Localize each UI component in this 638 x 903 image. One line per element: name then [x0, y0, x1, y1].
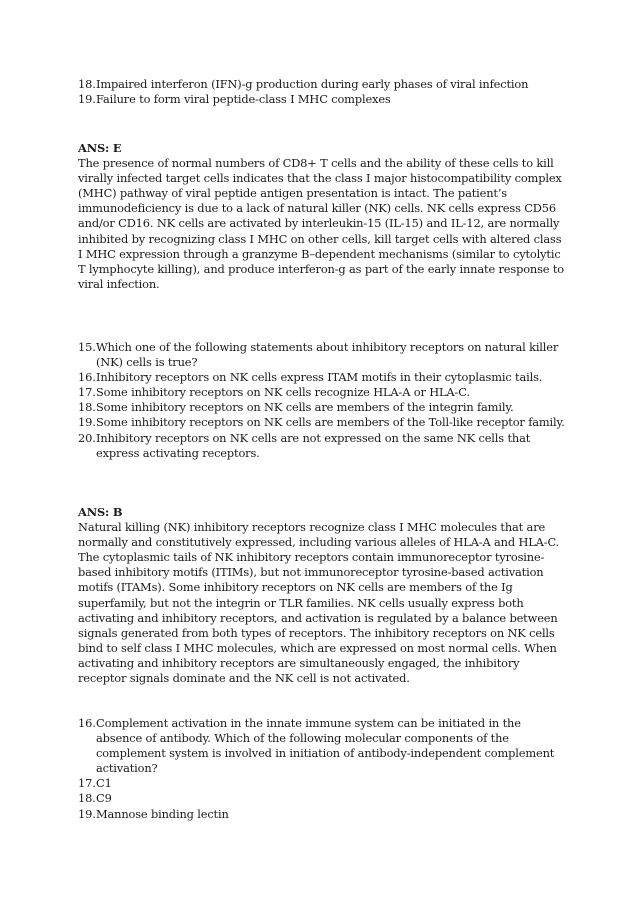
question-section-3 — [78, 716, 568, 822]
option-item — [78, 415, 568, 430]
option-text: Failure to form viral peptide-class I MHC complexes — [96, 92, 391, 107]
option-text: Inhibitory receptors on NK cells are not expressed on the same NK cells that express activating receptors. — [96, 430, 531, 460]
option-item — [78, 431, 568, 461]
option-text: Impaired interferon (IFN)-g production during early phases of viral infection — [96, 77, 529, 91]
option-item — [78, 776, 568, 791]
option-number: 19. — [78, 92, 96, 107]
question-stem — [78, 716, 568, 776]
question-number: 16. — [78, 716, 96, 730]
option-number: 17. — [78, 776, 96, 791]
answer-explanation: Natural killing (NK) inhibitory receptors recognize class I MHC molecules that are normally and constitutively expressed, including various alleles of HLA-A and HLA-C. The cytoplasmic tails of NK inhibitory receptors contain immunoreceptor tyrosine-based inhibitory motifs (ITIMs), but not immunoreceptor tyrosine-based activation motifs (ITAMs). Some inhibitory receptors on NK cells are members of the Ig superfamily, but not the integrin or TLR families. NK cells usually express both activating and inhibitory receptors, and activation is regulated by a balance between signals generated from both types of receptors. The inhibitory receptors on NK cells bind to self class I MHC molecules, which are expressed on most normal cells. When activating and inhibitory receptors are simultaneously engaged, the inhibitory receptor signals dominate and the NK cell is not activated. — [78, 520, 560, 686]
option-item — [78, 791, 568, 806]
option-item — [78, 92, 568, 107]
option-text: C9 — [96, 791, 112, 806]
option-number: 17. — [78, 385, 96, 400]
option-text: C1 — [96, 776, 112, 791]
option-number: 18. — [78, 77, 96, 91]
option-text: Some inhibitory receptors on NK cells are members of the Toll-like receptor family. — [96, 415, 565, 430]
question-text: Which one of the following statements about inhibitory receptors on natural killer (NK) cells is true? — [96, 340, 559, 370]
question-number: 15. — [78, 340, 96, 354]
option-item — [78, 385, 568, 400]
answer-heading: ANS: E — [78, 141, 122, 155]
question-text: Complement activation in the innate immune system can be initiated in the absence of antibody. Which of the following molecular components of the complement system is involved in initiation of antibody-independent complement activation? — [96, 716, 555, 776]
option-text: Mannose binding lectin — [96, 806, 229, 821]
option-item — [78, 77, 568, 92]
answer-heading: ANS: B — [78, 505, 123, 519]
option-item — [78, 370, 568, 385]
answer-explanation: The presence of normal numbers of CD8+ T cells and the ability of these cells to kill virally infected target cells indicates that the class I major histocompatibility complex (MHC) pathway of viral peptide antigen presentation is intact. The patient’s immunodeficiency is due to a lack of natural killer (NK) cells. NK cells express CD56 and/or CD16. NK cells are activated by interleukin-15 (IL-15) and IL-12, are normally inhibited by recognizing class I MHC on other cells, kill target cells with altered class I MHC expression through a granzyme B–dependent mechanisms (similar to cytolytic T lymphocyte killing), and produce interferon-g as part of the early innate response to viral infection. — [78, 156, 565, 291]
option-item — [78, 807, 568, 822]
option-number: 19. — [78, 415, 96, 430]
option-number: 18. — [78, 400, 96, 415]
option-number: 19. — [78, 806, 96, 821]
option-number: 16. — [78, 370, 96, 385]
option-number: 20. — [78, 430, 96, 445]
question-stem — [78, 340, 568, 370]
answer-section-2 — [78, 505, 568, 686]
answer-section-1 — [78, 141, 568, 292]
option-text: Inhibitory receptors on NK cells express ITAM motifs in their cytoplasmic tails. — [96, 370, 543, 385]
options-list-1 — [78, 77, 568, 107]
option-text: Some inhibitory receptors on NK cells are members of the integrin family. — [96, 400, 514, 415]
option-text: Some inhibitory receptors on NK cells recognize HLA-A or HLA-C. — [96, 385, 470, 400]
option-item — [78, 400, 568, 415]
option-number: 18. — [78, 791, 96, 806]
question-section-2 — [78, 340, 568, 461]
